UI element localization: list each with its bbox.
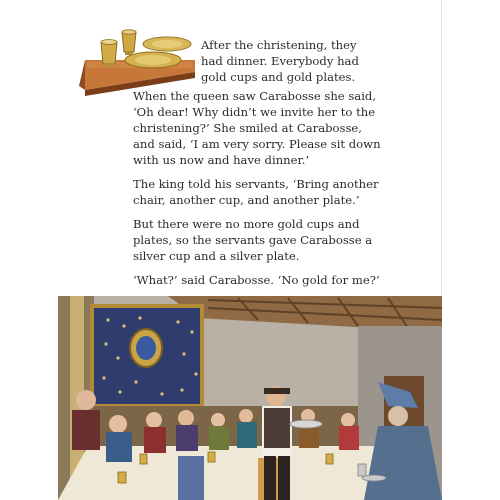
banquet-illustration <box>58 296 442 500</box>
story-paragraph-queen: When the queen saw Carabosse she said, ‘Oh dear! Why didn’t we invite her to the christening?’ She smiled at Carabosse, and said, ‘I am very sorry. Please sit down with us now and have dinner.’ <box>133 89 381 167</box>
gold-tableware-vignette <box>77 26 200 96</box>
intro-paragraph: After the christening, they had dinner. Everybody had gold cups and gold plates. <box>201 38 359 84</box>
story-paragraph-carabosse: ‘What?’ said Carabosse. ‘No gold for me?’ <box>133 273 380 287</box>
story-text <box>133 88 383 320</box>
story-paragraph-servants: But there were no more gold cups and plates, so the servants gave Carabosse a silver cup and a silver plate. <box>133 217 373 263</box>
story-paragraph-king: The king told his servants, ‘Bring another chair, another cup, and another plate.’ <box>133 177 379 207</box>
